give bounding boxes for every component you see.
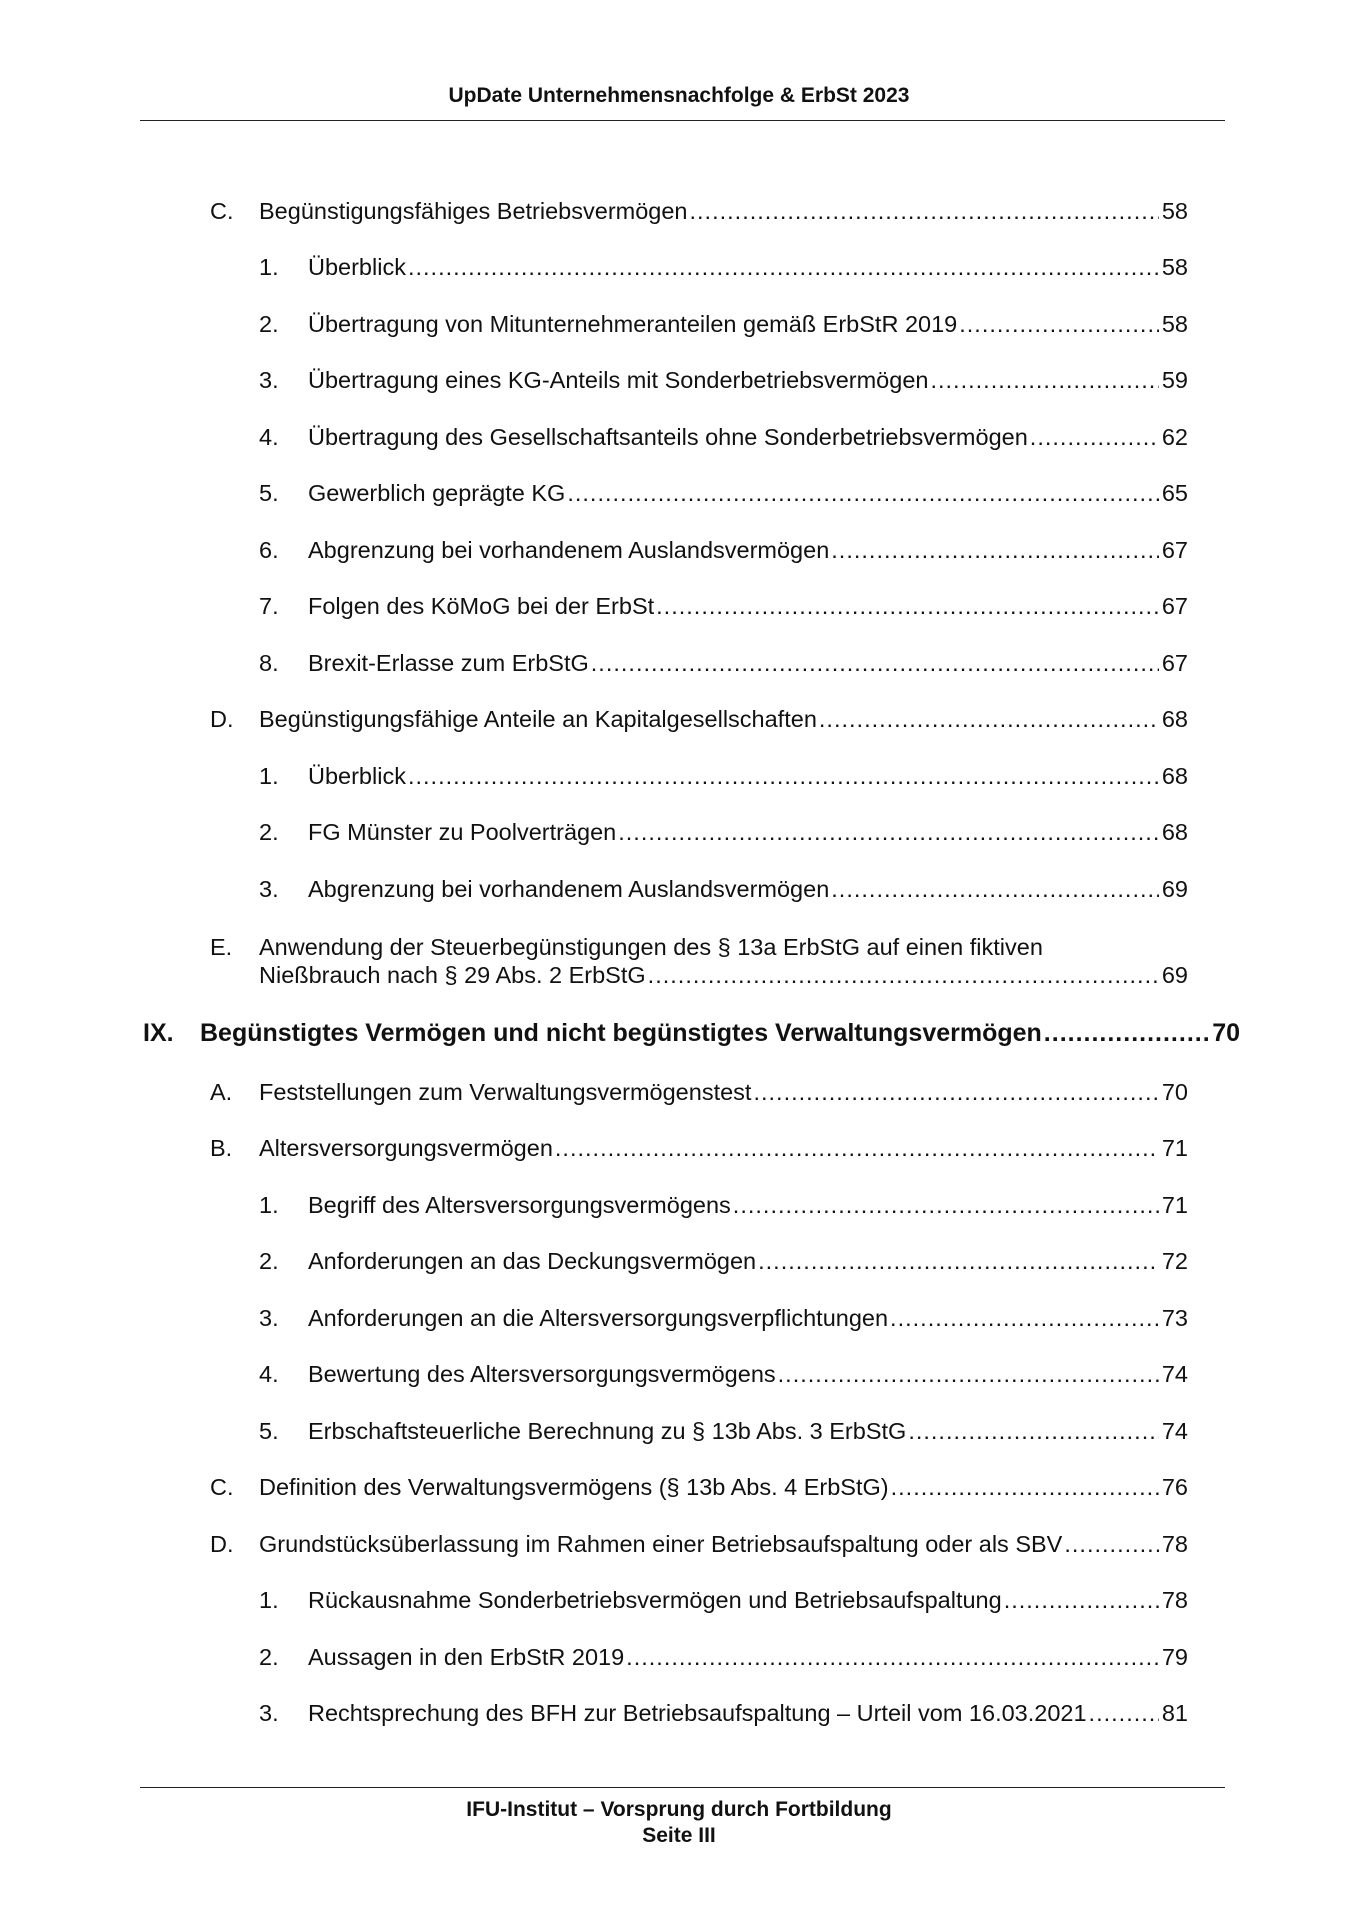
dot-leader bbox=[656, 592, 1159, 620]
dot-leader bbox=[555, 1134, 1159, 1162]
toc-entry-title: Feststellungen zum Verwaltungsvermögenstest bbox=[259, 1079, 752, 1105]
toc-entry-page: 71 bbox=[1161, 1192, 1188, 1218]
dot-leader bbox=[908, 1417, 1159, 1445]
dot-leader bbox=[408, 762, 1159, 790]
toc-entry-page: 68 bbox=[1161, 819, 1188, 845]
toc-entry-title: Aussagen in den ErbStR 2019 bbox=[308, 1644, 625, 1670]
toc-entry-page: 78 bbox=[1161, 1587, 1188, 1613]
toc-entry-title: Begünstigtes Vermögen und nicht begünstigtes Verwaltungsvermögen bbox=[200, 1019, 1042, 1047]
dot-leader bbox=[891, 1473, 1159, 1501]
toc-entry-title: Anforderungen an das Deckungsvermögen bbox=[308, 1248, 757, 1274]
toc-entry-title: Brexit-Erlasse zum ErbStG bbox=[308, 650, 589, 676]
dot-leader bbox=[959, 310, 1159, 338]
dot-leader bbox=[930, 366, 1158, 394]
dot-leader bbox=[1004, 1586, 1159, 1614]
toc-entry-number: B. bbox=[210, 1135, 233, 1161]
toc-entry-number: 4. bbox=[259, 424, 279, 450]
dot-leader bbox=[831, 536, 1159, 564]
dot-leader bbox=[733, 1191, 1159, 1219]
toc-entry-title: Rückausnahme Sonderbetriebsvermögen und Betriebsaufspaltung bbox=[308, 1587, 1002, 1613]
toc-entry-title: Bewertung des Altersversorgungsvermögens bbox=[308, 1361, 776, 1387]
toc-entry-page: 67 bbox=[1161, 537, 1188, 563]
running-header: UpDate Unternehmensnachfolge & ErbSt 2023 bbox=[448, 84, 910, 107]
toc-entry-number: 2. bbox=[259, 311, 279, 337]
toc-entry-page: 68 bbox=[1161, 706, 1188, 732]
toc-entry-number: 2. bbox=[259, 1644, 279, 1670]
toc-entry-number: 1. bbox=[259, 1587, 279, 1613]
toc-entry-title: Nießbrauch nach § 29 Abs. 2 ErbStG bbox=[259, 962, 646, 988]
dot-leader bbox=[591, 649, 1159, 677]
toc-entry-page: 67 bbox=[1161, 593, 1188, 619]
toc-entry-number: D. bbox=[210, 706, 234, 732]
toc-entry-title: Rechtsprechung des BFH zur Betriebsaufspaltung – Urteil vom 16.03.2021 bbox=[308, 1700, 1087, 1726]
toc-entry-number: 3. bbox=[259, 1700, 279, 1726]
toc-entry-page: 78 bbox=[1161, 1531, 1188, 1557]
toc-entry-title: Gewerblich geprägte KG bbox=[308, 480, 566, 506]
toc-entry-number: IX. bbox=[143, 1019, 174, 1047]
dot-leader bbox=[758, 1247, 1159, 1275]
dot-leader bbox=[890, 1304, 1159, 1332]
dot-leader bbox=[1044, 1019, 1209, 1047]
toc-entry-number: 5. bbox=[259, 480, 279, 506]
toc-entry-number: 3. bbox=[259, 367, 279, 393]
toc-entry-page: 59 bbox=[1161, 367, 1188, 393]
toc-entry-page: 71 bbox=[1161, 1135, 1188, 1161]
toc-entry-number: E. bbox=[210, 934, 233, 960]
toc-entry-page: 73 bbox=[1161, 1305, 1188, 1331]
toc-entry-title: Begünstigungsfähiges Betriebsvermögen bbox=[259, 198, 688, 224]
dot-leader bbox=[618, 818, 1159, 846]
toc-entry-title: Überblick bbox=[308, 763, 406, 789]
toc-entry-page: 70 bbox=[1212, 1019, 1240, 1047]
toc-entry-title: Übertragung des Gesellschaftsanteils ohne Sonderbetriebsvermögen bbox=[308, 424, 1028, 450]
toc-entry-number: C. bbox=[210, 1474, 234, 1500]
toc-entry-title: FG Münster zu Poolverträgen bbox=[308, 819, 617, 845]
toc-entry-number: D. bbox=[210, 1531, 234, 1557]
toc-entry-title: Altersversorgungsvermögen bbox=[259, 1135, 553, 1161]
toc-entry-title: Übertragung von Mitunternehmeranteilen gemäß ErbStR 2019 bbox=[308, 311, 958, 337]
dot-leader bbox=[1089, 1699, 1159, 1727]
toc-entry-title: Abgrenzung bei vorhandenem Auslandsvermögen bbox=[308, 537, 830, 563]
toc-entry-title: Übertragung eines KG-Anteils mit Sonderbetriebsvermögen bbox=[308, 367, 929, 393]
toc-entry-number: 1. bbox=[259, 763, 279, 789]
toc-entry-number: 2. bbox=[259, 1248, 279, 1274]
toc-entry-page: 69 bbox=[1161, 876, 1188, 902]
dot-leader bbox=[567, 479, 1159, 507]
toc-entry-page: 69 bbox=[1161, 962, 1188, 988]
toc-entry-number: 3. bbox=[259, 1305, 279, 1331]
toc-entry-number: 2. bbox=[259, 819, 279, 845]
toc-entry-page: 65 bbox=[1161, 480, 1188, 506]
toc-entry-page: 70 bbox=[1161, 1079, 1188, 1105]
dot-leader bbox=[753, 1078, 1158, 1106]
toc-entry-page: 81 bbox=[1161, 1700, 1188, 1726]
toc-entry-number: 1. bbox=[259, 254, 279, 280]
dot-leader bbox=[408, 253, 1159, 281]
toc-entry-page: 74 bbox=[1161, 1361, 1188, 1387]
dot-leader bbox=[626, 1643, 1159, 1671]
dot-leader bbox=[831, 875, 1159, 903]
footer-institute: IFU-Institut – Vorsprung durch Fortbildung bbox=[466, 1798, 892, 1821]
toc-entry-title: Begünstigungsfähige Anteile an Kapitalgesellschaften bbox=[259, 706, 817, 732]
toc-entry-title-line1: Anwendung der Steuerbegünstigungen des § 13a ErbStG auf einen fiktiven bbox=[259, 934, 1043, 960]
toc-entry-number: 3. bbox=[259, 876, 279, 902]
toc-entry-title: Anforderungen an die Altersversorgungsverpflichtungen bbox=[308, 1305, 889, 1331]
dot-leader bbox=[690, 197, 1159, 225]
toc-entry-number: 5. bbox=[259, 1418, 279, 1444]
toc-entry-number: 1. bbox=[259, 1192, 279, 1218]
toc-entry-page: 62 bbox=[1161, 424, 1188, 450]
toc-entry-title: Grundstücksüberlassung im Rahmen einer Betriebsaufspaltung oder als SBV bbox=[259, 1531, 1063, 1557]
footer-page-number: Seite III bbox=[642, 1824, 716, 1847]
dot-leader bbox=[778, 1360, 1159, 1388]
toc-entry-page: 58 bbox=[1161, 198, 1188, 224]
toc-entry-page: 76 bbox=[1161, 1474, 1188, 1500]
toc-entry-title: Überblick bbox=[308, 254, 406, 280]
dot-leader bbox=[819, 705, 1159, 733]
footer-rule bbox=[140, 1787, 1225, 1788]
toc-entry-page: 74 bbox=[1161, 1418, 1188, 1444]
toc-entry-number: A. bbox=[210, 1079, 233, 1105]
dot-leader bbox=[648, 961, 1159, 989]
toc-entry-title: Definition des Verwaltungsvermögens (§ 13b Abs. 4 ErbStG) bbox=[259, 1474, 889, 1500]
toc-entry-number: C. bbox=[210, 198, 234, 224]
toc-entry-number: 6. bbox=[259, 537, 279, 563]
toc-entry-page: 79 bbox=[1161, 1644, 1188, 1670]
dot-leader bbox=[1064, 1530, 1159, 1558]
toc-entry-page: 58 bbox=[1161, 311, 1188, 337]
toc-entry-page: 67 bbox=[1161, 650, 1188, 676]
toc-entry-number: 8. bbox=[259, 650, 279, 676]
toc-entry-number: 4. bbox=[259, 1361, 279, 1387]
toc-entry-number: 7. bbox=[259, 593, 279, 619]
toc-entry-title: Begriff des Altersversorgungsvermögens bbox=[308, 1192, 731, 1218]
toc-entry-title: Erbschaftsteuerliche Berechnung zu § 13b Abs. 3 ErbStG bbox=[308, 1418, 907, 1444]
dot-leader bbox=[1030, 423, 1159, 451]
toc-entry-page: 68 bbox=[1161, 763, 1188, 789]
toc-entry-page: 58 bbox=[1161, 254, 1188, 280]
toc-entry-title: Abgrenzung bei vorhandenem Auslandsvermögen bbox=[308, 876, 830, 902]
toc-entry-page: 72 bbox=[1161, 1248, 1188, 1274]
toc-entry-title: Folgen des KöMoG bei der ErbSt bbox=[308, 593, 655, 619]
